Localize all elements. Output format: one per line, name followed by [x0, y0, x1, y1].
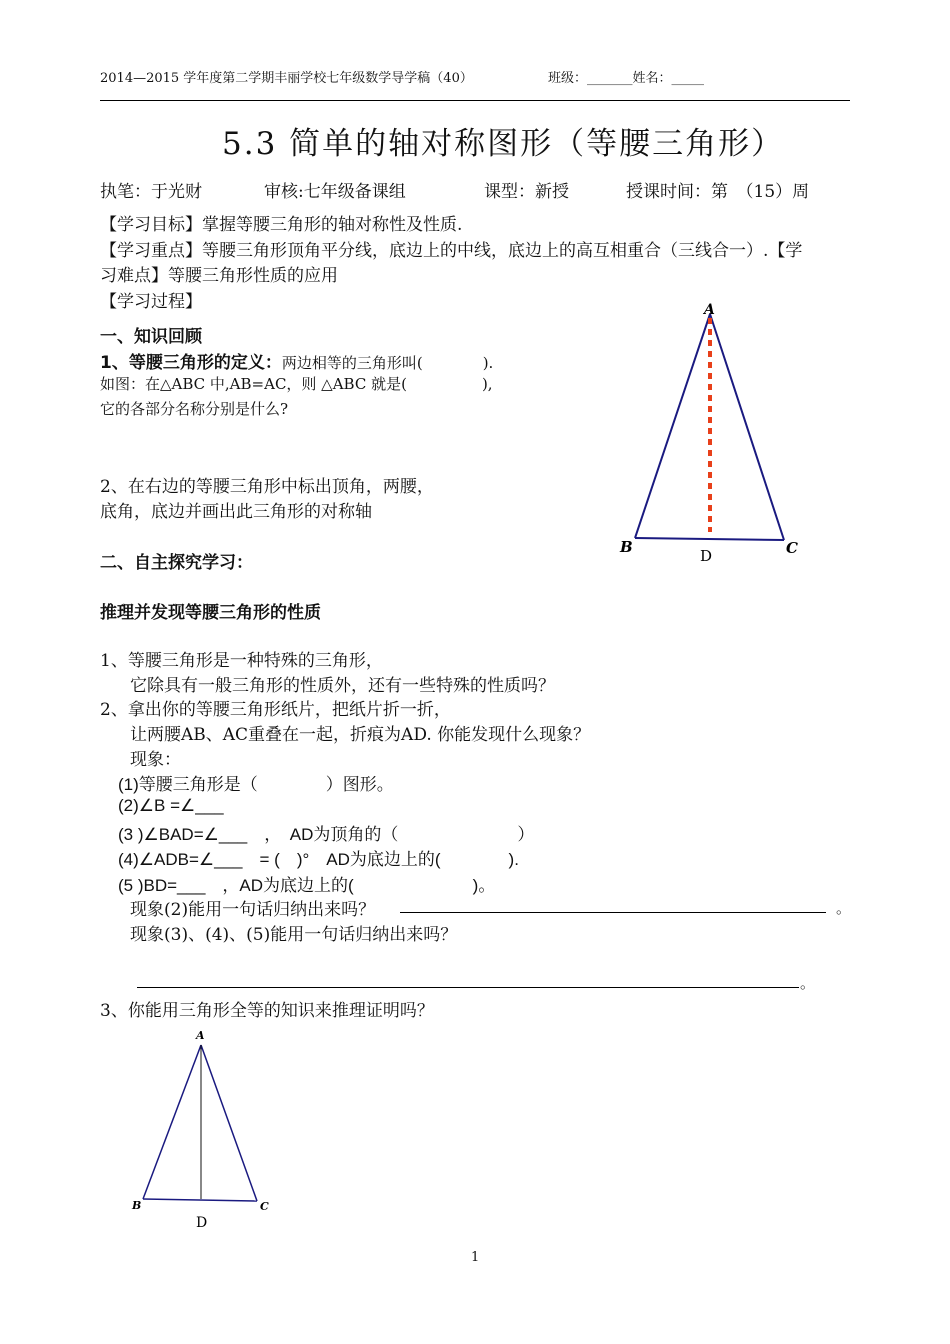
key-point-line2: 习难点】等腰三角形性质的应用 — [100, 266, 338, 286]
vertex-a-label: A — [704, 302, 715, 318]
vertex-c-label: C — [786, 539, 798, 557]
isosceles-triangle-figure — [600, 300, 820, 570]
meta-reviewer: 审核:七年级备课组 — [264, 182, 406, 202]
side-ac — [710, 314, 784, 540]
point-d-label: D — [700, 547, 713, 565]
proof-vertex-b-label: B — [132, 1199, 142, 1212]
explore-heading: 二、自主探究学习： — [100, 553, 253, 573]
review-q1 — [100, 348, 493, 373]
learning-objective: 【学习目标】掌握等腰三角形的轴对称性及性质. — [100, 215, 463, 235]
header-left: 2014—2015 学年度第二学期丰丽学校七年级数学导学稿（40） — [100, 71, 473, 86]
proof-side-ab — [143, 1045, 201, 1199]
vertex-b-label: B — [620, 538, 633, 556]
learning-process: 【学习过程】 — [100, 292, 202, 312]
meta-time: 授课时间：第 （15）周 — [626, 182, 810, 202]
header-rule — [100, 100, 850, 101]
proof-vertex-a-label: A — [196, 1029, 205, 1042]
summary-question-1: 现象(2)能用一句话归纳出来吗？ — [130, 900, 376, 920]
key-point-line1: 【学习重点】等腰三角形顶角平分线，底边上的中线，底边上的高互相重合（三线合一）.【学 — [100, 241, 803, 261]
page-number: 1 — [471, 1250, 480, 1265]
proof-vertex-c-label: C — [260, 1200, 269, 1213]
summary-answer-line-1[interactable] — [400, 912, 826, 913]
review-q2-line1: 2、在右边的等腰三角形中标出顶角，两腰， — [100, 477, 434, 497]
review-heading: 一、知识回顾 — [100, 327, 202, 347]
property-2: (2)∠B =∠___ — [118, 796, 224, 815]
side-ab — [635, 314, 710, 538]
property-3: (3 )∠BAD=∠___ ， AD为顶角的（ ） — [118, 825, 535, 844]
explore-item2-line1: 2、拿出你的等腰三角形纸片，把纸片折一折， — [100, 700, 451, 720]
proof-side-ac — [201, 1045, 257, 1201]
proof-triangle-figure — [120, 1025, 290, 1235]
meta-author: 执笔：于光财 — [100, 182, 202, 202]
side-bc — [635, 538, 784, 540]
explore-item1-line2: 它除具有一般三角形的性质外，还有一些特殊的性质吗？ — [130, 676, 555, 696]
explore-item3: 3、你能用三角形全等的知识来推理证明吗？ — [100, 1001, 434, 1021]
proof-side-bc — [143, 1199, 257, 1201]
review-q1-line3: 它的各部分名称分别是什么? — [100, 400, 289, 418]
summary-2-end: 。 — [800, 974, 816, 992]
property-4: (4)∠ADB=∠___ = ( )° AD为底边上的( ). — [118, 850, 519, 869]
property-5: (5 )BD=___ ，AD为底边上的( )。 — [118, 876, 496, 895]
proof-point-d-label: D — [196, 1215, 208, 1231]
phenomenon-label: 现象： — [130, 750, 181, 770]
summary-answer-line-2[interactable] — [137, 987, 799, 988]
review-q2-line2: 底角，底边并画出此三角形的对称轴 — [100, 502, 372, 522]
review-q1-label: 1、等腰三角形的定义： — [100, 353, 282, 373]
summary-question-2: 现象(3)、(4)、(5)能用一句话归纳出来吗？ — [130, 925, 458, 945]
header-right: 班级：_______姓名：_____ — [548, 71, 705, 86]
explore-subheading: 推理并发现等腰三角形的性质 — [100, 603, 321, 623]
meta-type: 课型：新授 — [484, 182, 569, 202]
review-q1-line2: 如图：在△ABC 中,AB=AC，则 △ABC 就是( ), — [100, 375, 493, 393]
summary-1-end: 。 — [836, 899, 852, 917]
review-q1-text: 两边相等的三角形叫( ). — [281, 354, 494, 372]
page-title: 5.3 简单的轴对称图形（等腰三角形） — [222, 126, 785, 162]
explore-item2-line2: 让两腰AB、AC重叠在一起，折痕为AD. 你能发现什么现象？ — [130, 725, 591, 745]
property-1: (1)等腰三角形是（ ）图形。 — [118, 775, 394, 794]
explore-item1-line1: 1、等腰三角形是一种特殊的三角形， — [100, 651, 383, 671]
